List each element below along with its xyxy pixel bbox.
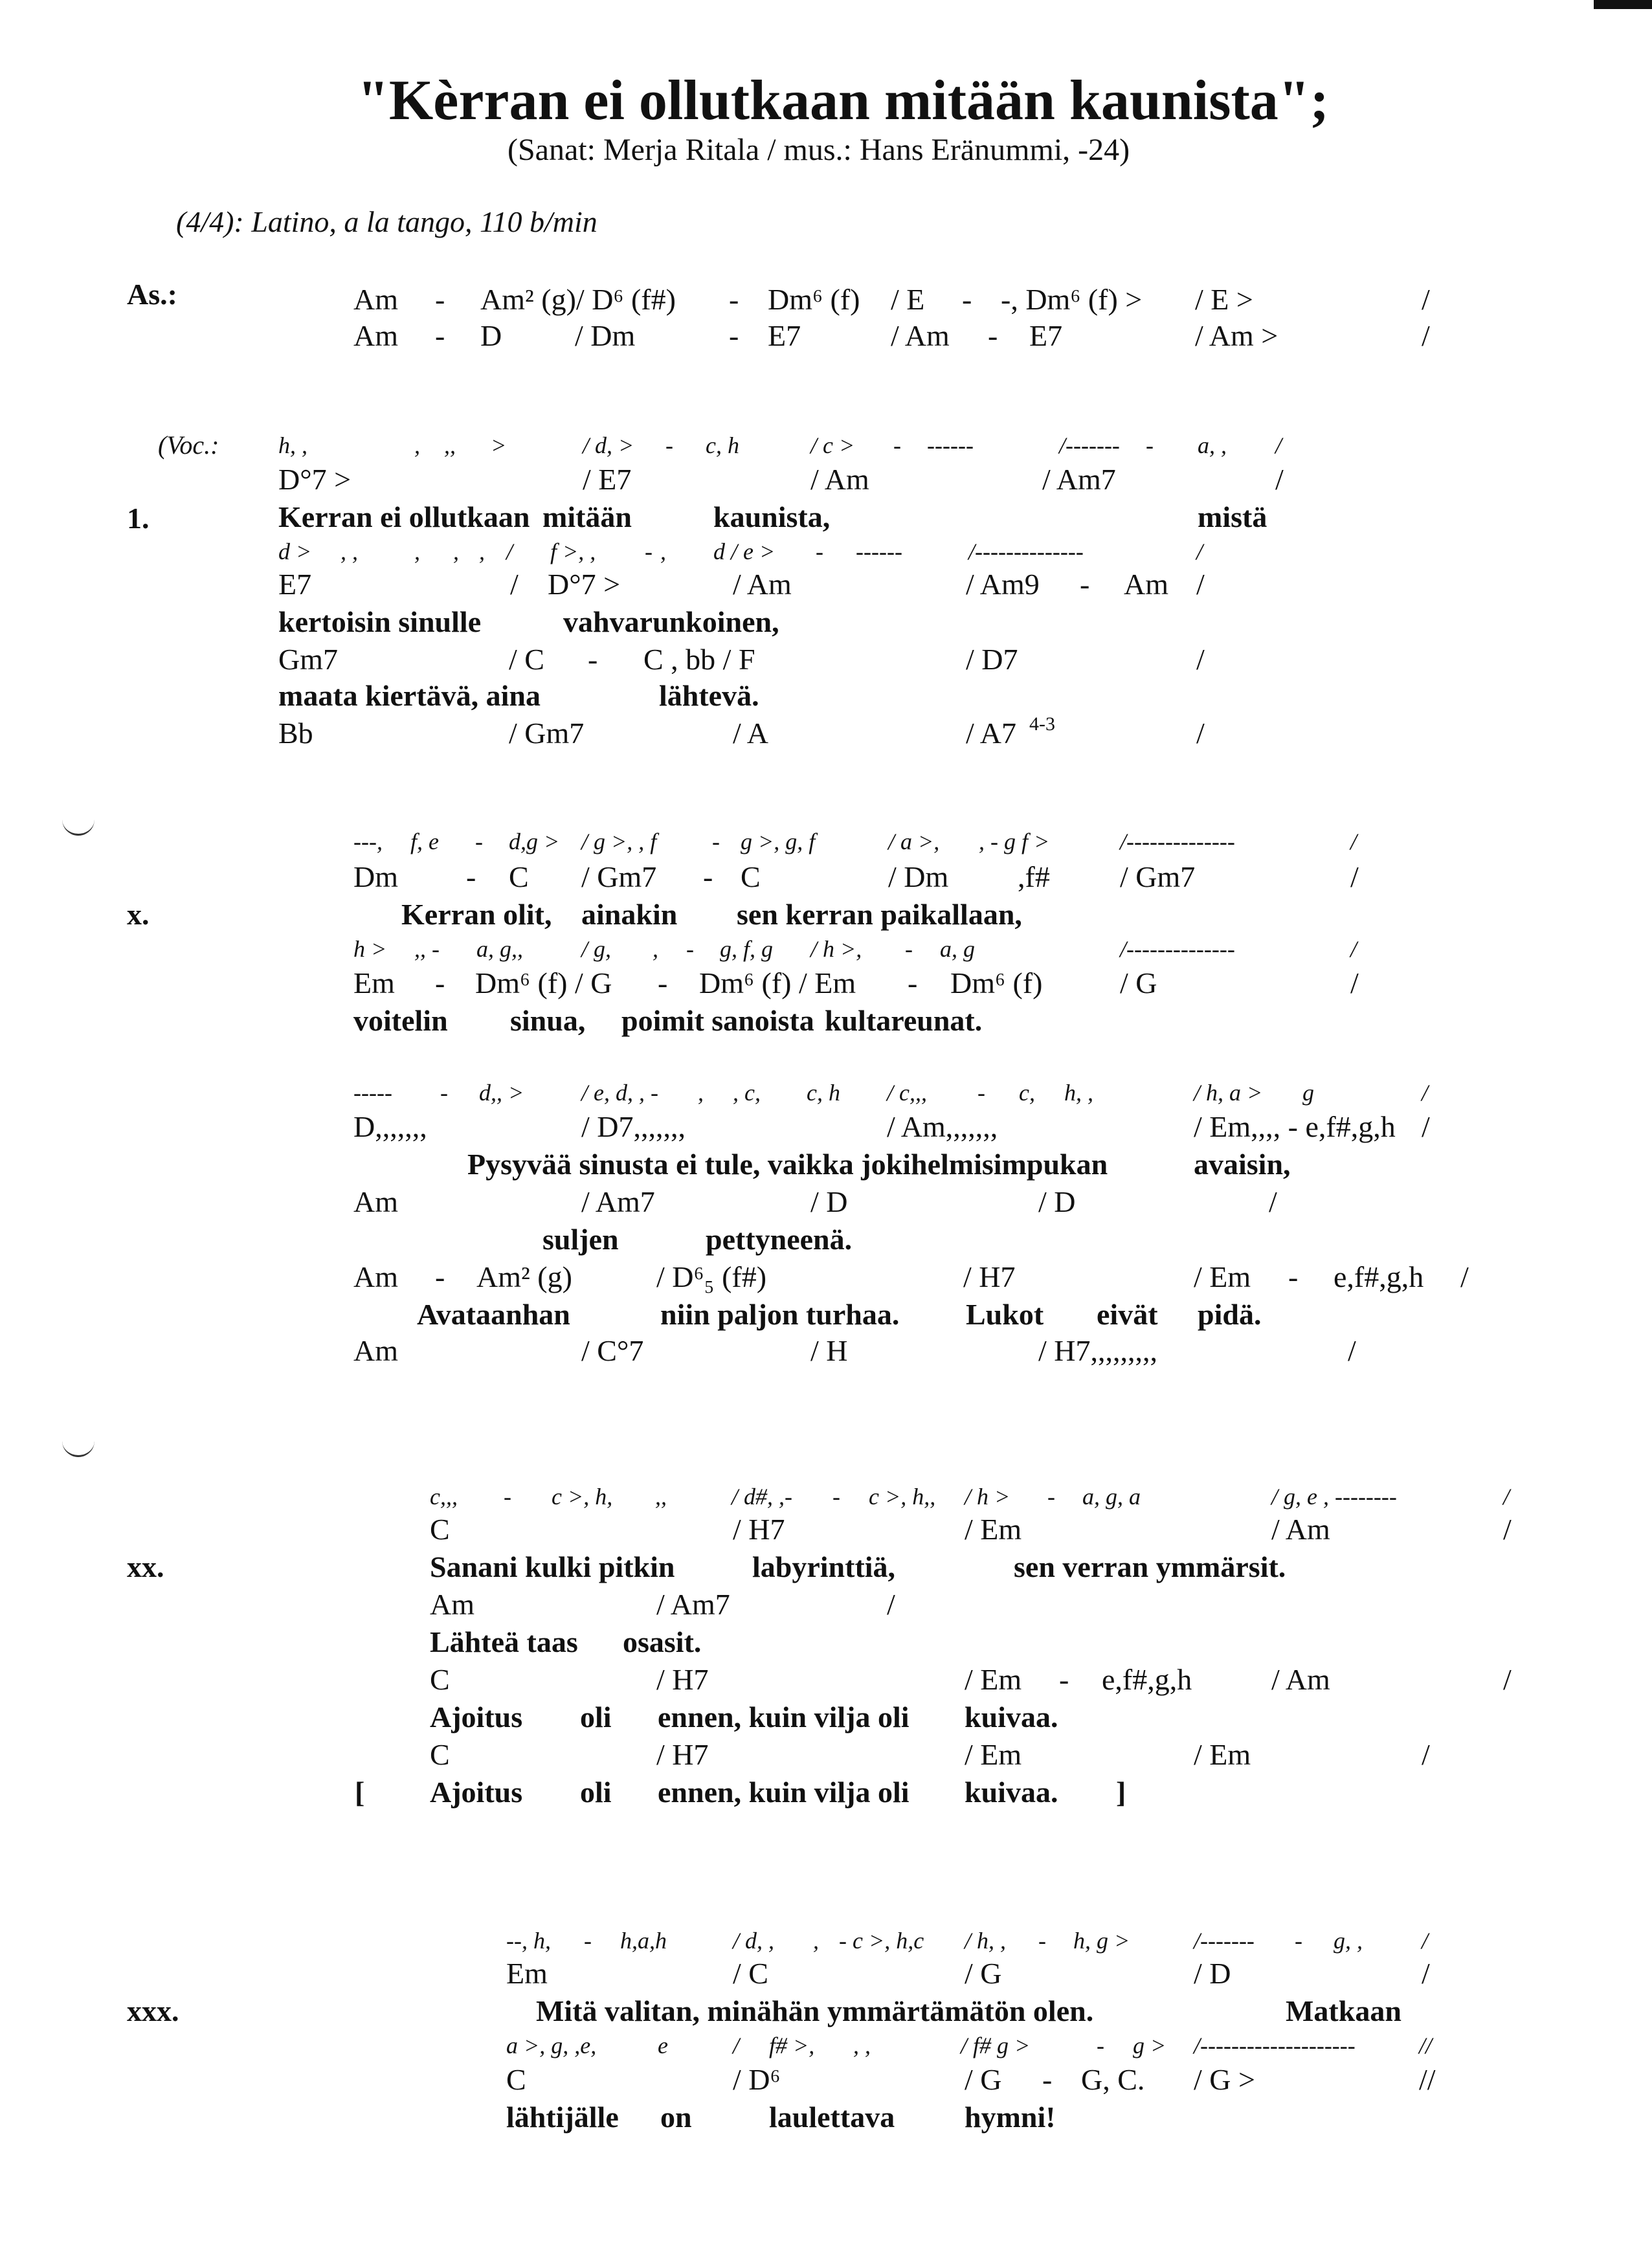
chord: / Dm bbox=[888, 860, 949, 893]
melody-note: - bbox=[475, 829, 483, 854]
lyric: Matkaan bbox=[1286, 1994, 1401, 2027]
lyric: lähtevä. bbox=[659, 679, 759, 712]
melody-note: - bbox=[1295, 1928, 1302, 1954]
verse-1-label: 1. bbox=[127, 502, 150, 535]
melody-note: / bbox=[733, 2033, 740, 2058]
lyric: on bbox=[660, 2101, 692, 2134]
chord: Dm⁶ (f) bbox=[950, 966, 1043, 999]
lyric: oli bbox=[580, 1776, 612, 1809]
chord: / Em bbox=[965, 1738, 1022, 1771]
melody-note: d,g > bbox=[509, 829, 560, 854]
lyric: voitelin bbox=[353, 1004, 448, 1037]
bar-line: / bbox=[1503, 1484, 1510, 1510]
melody-note: / h >, bbox=[810, 936, 862, 962]
lyric: sen kerran paikallaan, bbox=[737, 898, 1022, 931]
chord: Am bbox=[353, 283, 398, 316]
chord: / A bbox=[733, 717, 768, 750]
melody-note: - bbox=[1038, 1928, 1046, 1954]
melody-note: f, e bbox=[410, 829, 439, 854]
lyric: kultareunat. bbox=[825, 1004, 983, 1037]
melody-note: g, f, g bbox=[720, 936, 774, 962]
chord: C bbox=[430, 1663, 450, 1696]
bar-line: / bbox=[1422, 1928, 1429, 1954]
chord: / D bbox=[1194, 1957, 1231, 1990]
melody-note: - bbox=[1047, 1484, 1055, 1510]
chord: Dm⁶ (f) / Em bbox=[699, 966, 856, 999]
chord: Dm⁶ (f) bbox=[768, 283, 860, 316]
chord: C bbox=[741, 860, 761, 893]
lyric: Ajoitus bbox=[430, 1776, 523, 1809]
chord: / Am7 bbox=[581, 1185, 655, 1218]
melody-note: , c, bbox=[733, 1080, 761, 1106]
melody-note: h > bbox=[353, 936, 387, 962]
melody-note: --, h, bbox=[506, 1928, 551, 1954]
melody-note: /-------------- bbox=[1120, 936, 1235, 962]
melody-note: a, g,, bbox=[476, 936, 523, 962]
melody-note: - bbox=[504, 1484, 511, 1510]
chord: / H7 bbox=[656, 1663, 709, 1696]
chord-dash: - bbox=[1080, 568, 1090, 601]
chord: Dm bbox=[353, 860, 398, 893]
melody-note: - bbox=[712, 829, 720, 854]
lyric: kuivaa. bbox=[965, 1776, 1058, 1809]
melody-note: / d, , bbox=[733, 1928, 775, 1954]
chord: e,f#,g,h bbox=[1334, 1260, 1424, 1293]
lyric: vahvarunkoinen, bbox=[563, 605, 779, 638]
chord: Bb bbox=[278, 717, 313, 750]
chord: / Am,,,,,,, bbox=[887, 1110, 998, 1143]
melody-note: c >, h, bbox=[552, 1484, 613, 1510]
song-title: "Kèrran ei ollutkaan mitään kaunista"; bbox=[357, 69, 1329, 132]
melody-note: / g, e , -------- bbox=[1271, 1484, 1397, 1510]
lyric: laulettava bbox=[769, 2101, 895, 2134]
melody-note: - c >, h,c bbox=[839, 1928, 924, 1954]
chord: -, Dm⁶ (f) > bbox=[1001, 283, 1143, 316]
song-credits: (Sanat: Merja Ritala / mus.: Hans Eränummi, -24) bbox=[508, 133, 1130, 167]
bar-line: / bbox=[1348, 1334, 1356, 1367]
melody-note: , bbox=[813, 1928, 819, 1954]
melody-note: /------- bbox=[1059, 432, 1120, 458]
chord: Em bbox=[353, 966, 395, 999]
melody-note: ---, bbox=[353, 829, 383, 854]
chord: Am bbox=[353, 1185, 398, 1218]
chord: / Am bbox=[810, 463, 869, 496]
melody-note: , , bbox=[853, 2033, 871, 2058]
chord: / Gm7 bbox=[509, 717, 585, 750]
chord: C bbox=[430, 1513, 450, 1546]
chord-dash: - bbox=[962, 283, 972, 316]
vocal-label: (Voc.: bbox=[158, 430, 219, 460]
lyric: maata kiertävä, aina bbox=[278, 679, 541, 712]
melody-note: d > bbox=[278, 539, 312, 564]
melody-note: - bbox=[645, 539, 653, 564]
chord: / D7 bbox=[966, 643, 1018, 676]
chord: / H7,,,,,,,,, bbox=[1038, 1334, 1157, 1367]
chord: / Am bbox=[733, 568, 792, 601]
melody-note: h, g > bbox=[1073, 1928, 1130, 1954]
chord: / D⁶₅ (f#) bbox=[656, 1260, 767, 1293]
lyric: Pysyvää sinusta ei tule, vaikka jokihelmisimpukan bbox=[467, 1148, 1108, 1181]
chord: / Dm bbox=[575, 319, 636, 352]
double-bar-line: // bbox=[1419, 2063, 1436, 2096]
chord: Am bbox=[1124, 568, 1168, 601]
melody-note: , bbox=[414, 432, 420, 458]
melody-note: - bbox=[686, 936, 694, 962]
chord-dash: - bbox=[1288, 1260, 1299, 1293]
bar-line: / bbox=[1196, 717, 1205, 750]
chord: / Am7 bbox=[656, 1588, 730, 1621]
chord: Am² (g)/ D⁶ (f#) bbox=[480, 283, 676, 316]
lyric: kertoisin sinulle bbox=[278, 605, 482, 638]
melody-note: / d#, ,- bbox=[731, 1484, 792, 1510]
melody-note: g > bbox=[1133, 2033, 1166, 2058]
chord: / Am bbox=[891, 319, 950, 352]
chord: / H7 bbox=[733, 1513, 785, 1546]
melody-note: ,, bbox=[444, 432, 456, 458]
lyric: mistä bbox=[1198, 500, 1267, 533]
lyric: pidä. bbox=[1198, 1298, 1262, 1331]
corner-scan-mark bbox=[1594, 0, 1652, 9]
chord: / Em bbox=[965, 1513, 1022, 1546]
melody-note: c, h bbox=[706, 432, 739, 458]
chord: E7 bbox=[768, 319, 801, 352]
melody-note: / a >, bbox=[888, 829, 940, 854]
melody-note: , bbox=[660, 539, 666, 564]
chord: / Am7 bbox=[1042, 463, 1116, 496]
double-bar-line: // bbox=[1419, 2033, 1433, 2058]
melody-note: / h > bbox=[965, 1484, 1010, 1510]
chord-dash: - bbox=[908, 966, 918, 999]
melody-note: - bbox=[832, 1484, 840, 1510]
chord: / D bbox=[810, 1185, 848, 1218]
chord: / H bbox=[810, 1334, 848, 1367]
melody-note: / bbox=[506, 539, 513, 564]
lyric: kuivaa. bbox=[965, 1700, 1058, 1733]
chord: / Em bbox=[965, 1663, 1022, 1696]
melody-note: , bbox=[479, 539, 485, 564]
melody-note: /-------------- bbox=[968, 539, 1084, 564]
lyric: kaunista, bbox=[713, 500, 831, 533]
melody-note: d,, > bbox=[479, 1080, 524, 1106]
lyric: poimit sanoista bbox=[621, 1004, 814, 1037]
chord: / Em,,,, - e,f#,g,h bbox=[1194, 1110, 1396, 1143]
melody-note: , bbox=[698, 1080, 704, 1106]
lyric: lähtijälle bbox=[506, 2101, 619, 2134]
repeat-bracket-close: ] bbox=[1116, 1776, 1126, 1809]
bar-line: / bbox=[1422, 283, 1430, 316]
chord-dash: - bbox=[588, 643, 598, 676]
chord: / G > bbox=[1194, 2063, 1255, 2096]
chord: D°7 > bbox=[548, 568, 621, 601]
lyric: ennen, kuin vilja oli bbox=[658, 1776, 910, 1809]
chord: / Em bbox=[1194, 1738, 1251, 1771]
chord: G, C. bbox=[1081, 2063, 1145, 2096]
chord: Am bbox=[353, 1334, 398, 1367]
chord: / Gm7 bbox=[1120, 860, 1196, 893]
lyric: ainakin bbox=[581, 898, 678, 931]
chorus-2-label: xx. bbox=[127, 1550, 164, 1583]
chord: / D⁶ bbox=[733, 2063, 781, 2096]
bar-line: / bbox=[887, 1588, 895, 1621]
chord: C bbox=[506, 2063, 526, 2096]
melody-note: ------ bbox=[927, 432, 974, 458]
melody-note: a, g bbox=[940, 936, 975, 962]
chord-superscript: 4-3 bbox=[1029, 713, 1055, 735]
melody-note: , bbox=[653, 936, 658, 962]
chord: E7 bbox=[1029, 319, 1063, 352]
bar-line: / bbox=[1350, 860, 1359, 893]
melody-note: - bbox=[440, 1080, 448, 1106]
chord: Gm7 bbox=[278, 643, 338, 676]
melody-note: /------- bbox=[1194, 1928, 1255, 1954]
lyric: Avataanhan bbox=[417, 1298, 570, 1331]
lyric: sinua, bbox=[510, 1004, 586, 1037]
chord: / H7 bbox=[656, 1738, 709, 1771]
chord: E7 bbox=[278, 568, 312, 601]
chord: / E7 bbox=[583, 463, 632, 496]
melody-note: , bbox=[453, 539, 459, 564]
melody-note: / f# g > bbox=[961, 2033, 1031, 2058]
lyric: pettyneenä. bbox=[706, 1223, 853, 1256]
melody-note: h,a,h bbox=[620, 1928, 667, 1954]
melody-note: / c,,, bbox=[887, 1080, 927, 1106]
chord: Am bbox=[353, 319, 398, 352]
repeat-bracket-open: [ bbox=[355, 1776, 365, 1809]
melody-note: - bbox=[665, 432, 673, 458]
melody-note: - bbox=[905, 936, 913, 962]
chord: Em bbox=[506, 1957, 548, 1990]
lyric: avaisin, bbox=[1194, 1148, 1291, 1181]
melody-note: / d, > bbox=[583, 432, 634, 458]
melody-note: ,, bbox=[655, 1484, 667, 1510]
melody-note: - bbox=[1097, 2033, 1104, 2058]
melody-note: - bbox=[893, 432, 901, 458]
bar-line: / bbox=[1350, 966, 1359, 999]
bar-line: / bbox=[510, 568, 519, 601]
chord: / Gm7 bbox=[581, 860, 657, 893]
chord: ,f# bbox=[1018, 860, 1050, 893]
chord-dash: - bbox=[435, 966, 445, 999]
bar-line: / bbox=[1275, 463, 1284, 496]
melody-note: h, , bbox=[1064, 1080, 1093, 1106]
lyric: oli bbox=[580, 1700, 612, 1733]
bar-line: / bbox=[1350, 936, 1357, 962]
melody-note: a, , bbox=[1198, 432, 1227, 458]
chord: / E bbox=[891, 283, 925, 316]
chord: / G bbox=[1120, 966, 1157, 999]
bar-line: / bbox=[1422, 1080, 1429, 1106]
melody-note: g, , bbox=[1334, 1928, 1363, 1954]
lyric: Kerran olit, bbox=[401, 898, 552, 931]
chord-dash: - bbox=[729, 283, 739, 316]
melody-note: / g >, , f bbox=[581, 829, 657, 854]
bar-line: / bbox=[1422, 1957, 1430, 1990]
lyric: Lähteä taas bbox=[430, 1625, 578, 1658]
melody-note: / h, , bbox=[965, 1928, 1007, 1954]
chord: / Am > bbox=[1195, 319, 1278, 352]
bar-line: / bbox=[1275, 432, 1282, 458]
bar-line: / bbox=[1269, 1185, 1277, 1218]
chord: / Am9 bbox=[966, 568, 1040, 601]
chord: Dm⁶ (f) / G bbox=[475, 966, 612, 999]
bar-line: / bbox=[1422, 1110, 1430, 1143]
lyric: niin paljon turhaa. bbox=[660, 1298, 900, 1331]
bar-line: / bbox=[1196, 539, 1203, 564]
melody-note: h, , bbox=[278, 432, 307, 458]
chord: / D bbox=[1038, 1185, 1076, 1218]
bar-line: / bbox=[1350, 829, 1357, 854]
lyric: hymni! bbox=[965, 2101, 1056, 2134]
chord: / D7,,,,,,, bbox=[581, 1110, 686, 1143]
lyric: Sanani kulki pitkin bbox=[430, 1550, 675, 1583]
chord: D,,,,,,, bbox=[353, 1110, 427, 1143]
chord: / C bbox=[733, 1957, 768, 1990]
chord: / C°7 bbox=[581, 1334, 644, 1367]
lyric: Ajoitus bbox=[430, 1700, 523, 1733]
chord-dash: - bbox=[466, 860, 476, 893]
chord-dash: - bbox=[435, 283, 445, 316]
chord-dash: - bbox=[435, 1260, 445, 1293]
chord: C bbox=[509, 860, 529, 893]
melody-note: g >, g, f bbox=[741, 829, 816, 854]
melody-note: ,, - bbox=[414, 936, 440, 962]
melody-note: /-------------------- bbox=[1194, 2033, 1356, 2058]
bar-line: / bbox=[1196, 643, 1205, 676]
melody-note: a >, g, ,e, bbox=[506, 2033, 597, 2058]
melody-note: / h, a > bbox=[1194, 1080, 1263, 1106]
margin-bracket-mark bbox=[62, 814, 95, 836]
chord-dash: - bbox=[729, 319, 739, 352]
lyric: Kerran ei ollutkaan bbox=[278, 500, 530, 533]
bar-line: / bbox=[1503, 1663, 1512, 1696]
chord: / Am bbox=[1271, 1663, 1330, 1696]
bar-line: / bbox=[1503, 1513, 1512, 1546]
chord: C bbox=[430, 1738, 450, 1771]
margin-bracket-mark bbox=[62, 1436, 95, 1457]
melody-note: f# >, bbox=[769, 2033, 815, 2058]
melody-note: /-------------- bbox=[1120, 829, 1235, 854]
chord: / C bbox=[509, 643, 544, 676]
melody-note: , , bbox=[340, 539, 358, 564]
lyric: ennen, kuin vilja oli bbox=[658, 1700, 910, 1733]
chorus-3-label: xxx. bbox=[127, 1994, 179, 2027]
tempo-marking: (4/4): Latino, a la tango, 110 b/min bbox=[176, 205, 597, 238]
melody-note: / g, bbox=[581, 936, 612, 962]
chord: Am bbox=[430, 1588, 474, 1621]
melody-note: ----- bbox=[353, 1080, 392, 1106]
chord-dash: - bbox=[1042, 2063, 1053, 2096]
chord-dash: - bbox=[435, 319, 445, 352]
chord: e,f#,g,h bbox=[1102, 1663, 1192, 1696]
chord: / H7 bbox=[963, 1260, 1016, 1293]
chord: D bbox=[480, 319, 502, 352]
chord-dash: - bbox=[703, 860, 713, 893]
bar-line: / bbox=[1422, 1738, 1430, 1771]
melody-note: e bbox=[658, 2033, 668, 2058]
lyric: eivät bbox=[1097, 1298, 1158, 1331]
melody-note: - bbox=[584, 1928, 592, 1954]
melody-note: d / e > bbox=[713, 539, 776, 564]
melody-note: c, h bbox=[807, 1080, 840, 1106]
lyric: labyrinttiä, bbox=[752, 1550, 896, 1583]
lyric: osasit. bbox=[623, 1625, 702, 1658]
bar-line: / bbox=[1196, 568, 1205, 601]
bar-line: / bbox=[1422, 319, 1430, 352]
melody-note: - bbox=[1146, 432, 1154, 458]
melody-note: , bbox=[414, 539, 420, 564]
bar-line: / bbox=[1460, 1260, 1469, 1293]
chord: / Em bbox=[1194, 1260, 1251, 1293]
intro-label: As.: bbox=[127, 278, 177, 311]
lyric: suljen bbox=[542, 1223, 619, 1256]
melody-note: c >, h,, bbox=[869, 1484, 936, 1510]
chord: / Am bbox=[1271, 1513, 1330, 1546]
melody-note: ------ bbox=[856, 539, 902, 564]
melody-note: - bbox=[816, 539, 823, 564]
chord: / G bbox=[965, 1957, 1002, 1990]
chord: Am bbox=[353, 1260, 398, 1293]
chord-dash: - bbox=[988, 319, 998, 352]
melody-note: c, bbox=[1019, 1080, 1035, 1106]
chorus-1-label: x. bbox=[127, 898, 150, 931]
melody-note: - bbox=[977, 1080, 985, 1106]
chord: / A7 bbox=[966, 717, 1016, 750]
lyric: mitään bbox=[542, 500, 632, 533]
melody-note: c,,, bbox=[430, 1484, 458, 1510]
chord: / E > bbox=[1195, 283, 1253, 316]
melody-note: , - g f > bbox=[979, 829, 1050, 854]
chord: / G bbox=[965, 2063, 1002, 2096]
lyric: Mitä valitan, minähän ymmärtämätön olen. bbox=[536, 1994, 1094, 2027]
melody-note: a, g, a bbox=[1082, 1484, 1141, 1510]
chord-dash: - bbox=[658, 966, 668, 999]
melody-note: > bbox=[491, 432, 507, 458]
chord: D°7 > bbox=[278, 463, 352, 496]
melody-note: / c > bbox=[810, 432, 855, 458]
chord-dash: - bbox=[1059, 1663, 1069, 1696]
chord: Am² (g) bbox=[476, 1260, 572, 1293]
lyric: Lukot bbox=[966, 1298, 1044, 1331]
melody-note: g bbox=[1302, 1080, 1314, 1106]
melody-note: / e, d, , - bbox=[581, 1080, 658, 1106]
melody-note: f >, , bbox=[550, 539, 596, 564]
chord: C , bb / F bbox=[643, 643, 755, 676]
lyric: sen verran ymmärsit. bbox=[1014, 1550, 1286, 1583]
